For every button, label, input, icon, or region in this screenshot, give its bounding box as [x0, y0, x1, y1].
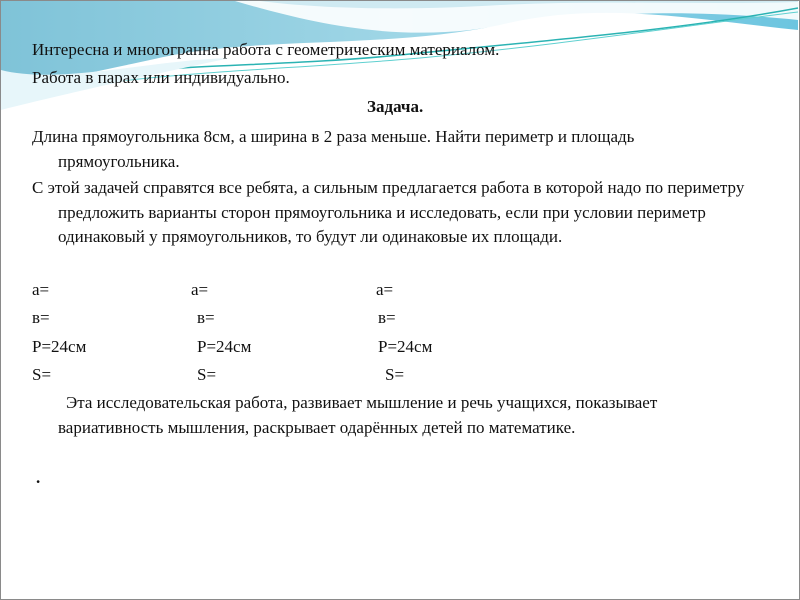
- intro-line: Интересна и многогранна работа с геометрическим материалом.: [32, 40, 500, 59]
- bullet-dot: .: [36, 468, 41, 487]
- col2-p: Р=24см: [197, 337, 252, 356]
- col3-a: а=: [376, 280, 394, 299]
- col1-p: Р=24см: [32, 337, 87, 356]
- col1-s: S=: [32, 365, 52, 384]
- conclusion-text: Эта исследовательская работа, развивает мышление и речь учащихся, показывает вариативность мышления, раскрывает одарённых детей по математике.: [58, 393, 658, 437]
- task-heading: Задача.: [367, 97, 424, 116]
- work-mode-line: Работа в парах или индивидуально.: [32, 68, 290, 87]
- task-text: Длина прямоугольника 8см, а ширина в 2 раза меньше. Найти периметр и площадь прямоугольника.: [32, 127, 635, 171]
- col3-p: Р=24см: [378, 337, 433, 356]
- col2-a: а=: [191, 280, 209, 299]
- col2-b: в=: [197, 308, 215, 327]
- col1-a: а=: [32, 280, 50, 299]
- col3-b: в=: [378, 308, 396, 327]
- col2-s: S=: [197, 365, 217, 384]
- col1-b: в=: [32, 308, 50, 327]
- extra-task-text: С этой задачей справятся все ребята, а сильным предлагается работа в которой надо по периметру предложить варианты сторон прямоугольника и исследовать, если при условии периметр одинаковый у прямоугольников, то будут ли одинаковые их площади.: [32, 178, 745, 246]
- col3-s: S=: [385, 365, 405, 384]
